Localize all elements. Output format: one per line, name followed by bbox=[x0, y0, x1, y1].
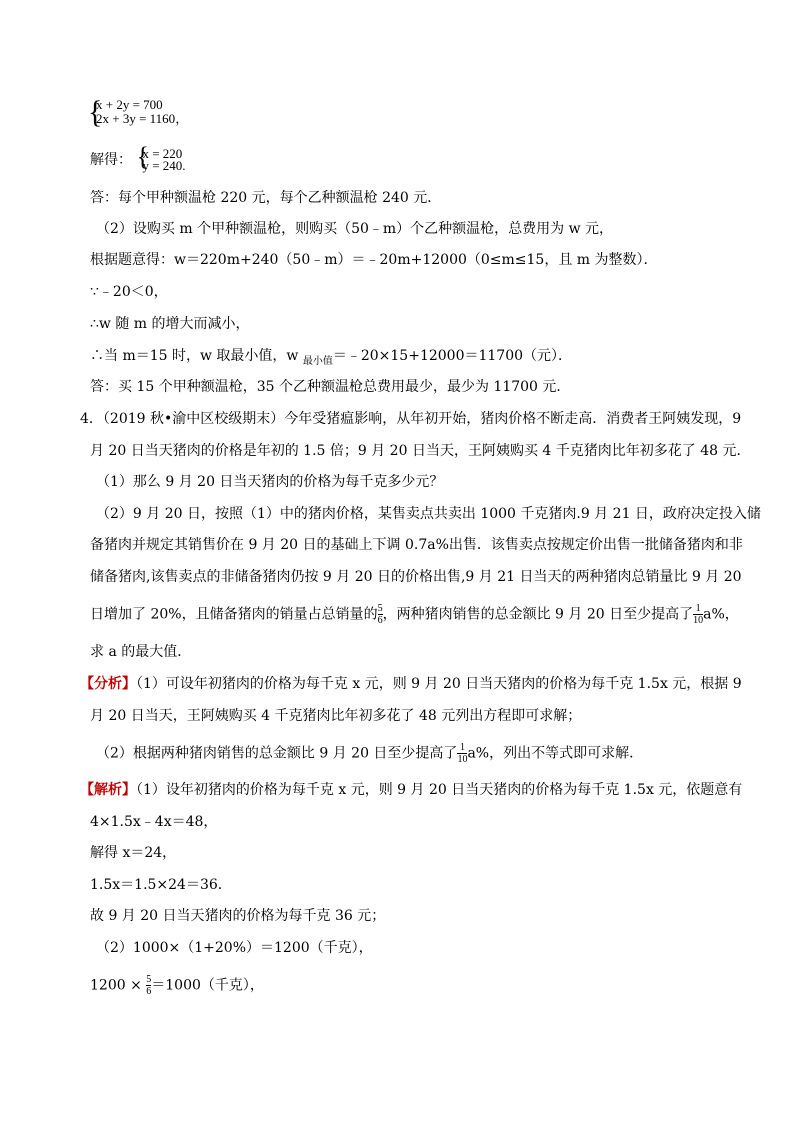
part2-min-value: ∴当 m＝15 时，w 取最小值，w $_{最小值}$＝﹣20×15+12000＝11700（元）． bbox=[90, 348, 573, 367]
left-brace: { bbox=[136, 142, 149, 171]
analysis-tag: 【分析】 bbox=[80, 676, 136, 692]
solution-line-7: 1200 × $\frac{5}{6}$ ＝1000（千克）， bbox=[90, 974, 264, 997]
answer-1: 答：每个甲种额温枪 220 元，每个乙种额温枪 240 元． bbox=[90, 190, 442, 206]
part2-since: ∵﹣20＜0， bbox=[90, 284, 168, 300]
solution-line: 解得： { x = 220 y = 240. bbox=[90, 142, 186, 173]
analysis-line-3: （2）根据两种猪肉销售的总金额比 9 月 20 日至少提高了 $\frac{1}{10}$ a%，列出不等式即可求解． bbox=[96, 742, 644, 765]
part2-therefore: ∴w 随 m 的增大而减小， bbox=[90, 316, 250, 332]
solution-line-1: 【解析】（1）设年初猪肉的价格为每千克 x 元，则 9 月 20 日当天猪肉的价格为每千克 1.5x 元，依题意有 bbox=[80, 782, 743, 798]
q4-line-2: 月 20 日当天猪肉的价格是年初的 1.5 倍；9 月 20 日当天，王阿姨购买 4 千克猪肉比年初多花了 48 元． bbox=[90, 443, 751, 459]
analysis-line-2: 月 20 日当天，王阿姨购买 4 千克猪肉比年初多花了 48 元列出方程即可求解； bbox=[90, 708, 582, 724]
subscript-min: 最小值 bbox=[302, 355, 333, 367]
solution-row-2: y = 240. bbox=[142, 158, 186, 173]
equation-row-2: 2x + 3y = 1160， bbox=[96, 111, 189, 126]
solution-tag: 【解析】 bbox=[80, 782, 136, 798]
solution-line-4: 1.5x＝1.5×24＝36． bbox=[90, 877, 232, 893]
fraction-1-10: $\frac{1}{10}$ bbox=[693, 603, 704, 626]
solution-line-6: （2）1000×（1+20%）＝1200（千克）， bbox=[96, 940, 373, 956]
part2-function: 根据题意得：w＝220m+240（50﹣m）＝﹣20m+12000（0≤m≤15，且 m 为整数）． bbox=[90, 252, 658, 268]
solution-line-5: 故 9 月 20 日当天猪肉的价格为每千克 36 元； bbox=[90, 908, 386, 924]
equation-row-1: x + 2y = 700 bbox=[96, 97, 163, 112]
q4-part2-line-1: （2）9 月 20 日，按照（1）中的猪肉价格，某售卖点共卖出 1000 千克猪肉.9 月 21 日，政府决定投入储 bbox=[96, 506, 761, 522]
q4-part2-line-2: 备猪肉并规定其销售价在 9 月 20 日的基础上下调 0.7a%出售．该售卖点按规定价出售一批储备猪肉和非 bbox=[90, 537, 743, 553]
equation-system bbox=[88, 95, 189, 130]
q4-part2-line-5: 求 a 的最大值． bbox=[90, 644, 192, 660]
fraction-5-6: $\frac{5}{6}$ bbox=[146, 974, 152, 997]
q4-part1: （1）那么 9 月 20 日当天猪肉的价格为每千克多少元？ bbox=[96, 474, 444, 490]
q4-line-1: 4．（2019 秋•渝中区校级期末）今年受猪瘟影响，从年初开始，猪肉价格不断走高．消费者王阿姨发现，9 bbox=[80, 411, 742, 427]
analysis-line-1: 【分析】（1）可设年初猪肉的价格为每千克 x 元，则 9 月 20 日当天猪肉的价格为每千克 1.5x 元，根据 9 bbox=[80, 676, 742, 692]
left-brace: { bbox=[88, 95, 103, 130]
q4-part2-line-3: 储备猪肉,该售卖点的非储备猪肉仍按 9 月 20 日的价格出售,9 月 21 日当天的两种猪肉总销量比 9 月 20 bbox=[90, 569, 742, 585]
q4-part2-line-4: 日增加了 20%，且储备猪肉的销量占总销量的 $\frac{5}{6}$ ，两种猪肉销售的总金额比 9 月 20 日至少提高了 $\frac{1}{10}$ a%， bbox=[90, 603, 739, 626]
fraction-1-10: $\frac{1}{10}$ bbox=[457, 742, 468, 765]
solution-line-3: 解得 x＝24， bbox=[90, 845, 177, 861]
part2-setup: （2）设购买 m 个甲种额温枪，则购买（50﹣m）个乙种额温枪，总费用为 w 元， bbox=[96, 221, 614, 237]
solution-row-1: x = 220 bbox=[142, 146, 183, 161]
solution-line-2: 4×1.5x﹣4x＝48， bbox=[90, 814, 218, 830]
answer-2: 答：买 15 个甲种额温枪，35 个乙种额温枪总费用最少，最少为 11700 元． bbox=[90, 379, 571, 395]
fraction-5-6: $\frac{5}{6}$ bbox=[377, 603, 383, 626]
